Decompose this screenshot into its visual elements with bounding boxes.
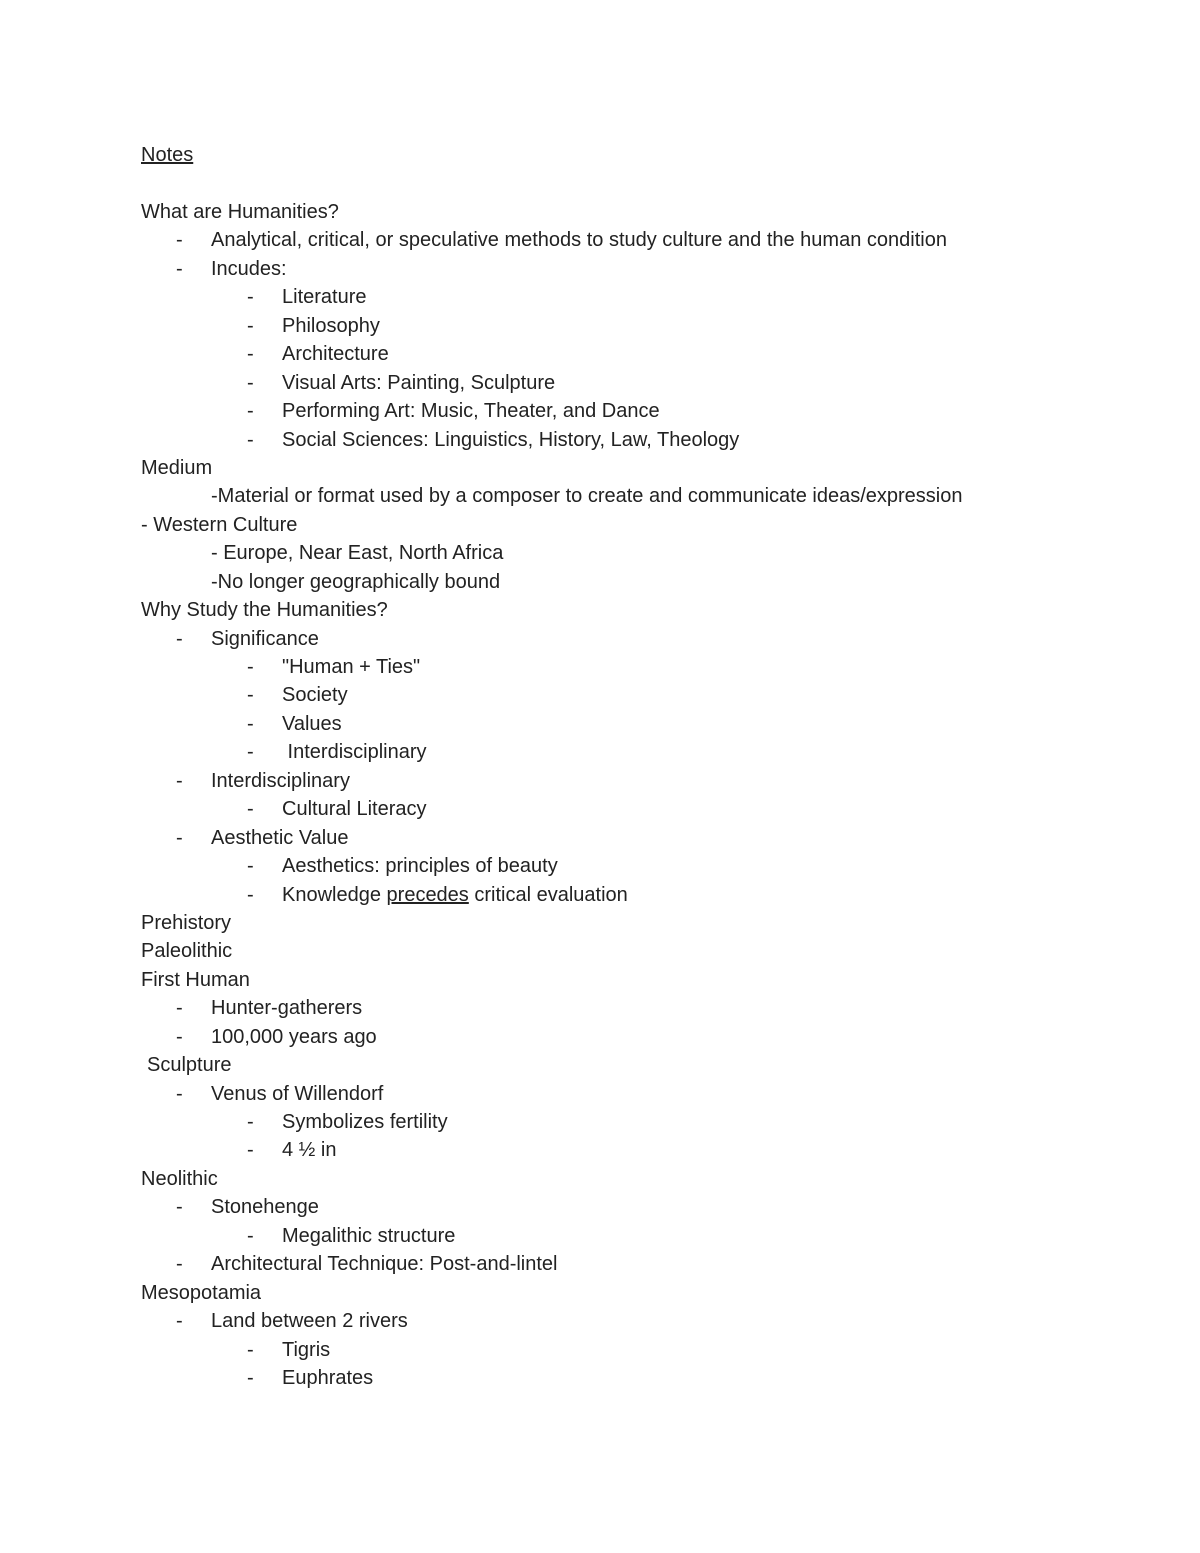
list-item: - 100,000 years ago <box>141 1023 1141 1051</box>
heading-what-are-humanities: What are Humanities? <box>141 201 339 223</box>
notes-body <box>141 198 1141 1392</box>
heading-neolithic: Neolithic <box>141 1167 218 1190</box>
list-item: - Incudes: <box>141 255 1141 283</box>
list-item: - Megalithic structure <box>141 1222 1141 1250</box>
heading-why-study: Why Study the Humanities? <box>141 599 388 622</box>
heading-sculpture: Sculpture <box>147 1054 232 1077</box>
heading-paleolithic: Paleolithic <box>141 940 233 963</box>
heading-western-culture: - Western Culture <box>141 513 298 536</box>
list-item: - Land between 2 rivers <box>141 1307 1141 1335</box>
list-item: - Performing Art: Music, Theater, and Dance <box>141 397 1141 425</box>
list-item: - Venus of Willendorf <box>141 1080 1141 1108</box>
list-item: - Visual Arts: Painting, Sculpture <box>141 369 1141 397</box>
list-item: - Tigris <box>141 1336 1141 1364</box>
list-item: - Values <box>141 710 1141 738</box>
list-item: - Interdisciplinary <box>141 767 1141 795</box>
list-item: - Symbolizes fertility <box>141 1108 1141 1136</box>
text-line: - Europe, Near East, North Africa <box>211 542 504 565</box>
text-fragment: Knowledge <box>282 883 387 906</box>
heading-mesopotamia: Mesopotamia <box>141 1281 262 1304</box>
list-item: - Interdisciplinary <box>141 738 1141 766</box>
list-item: - Architectural Technique: Post-and-lintel <box>141 1250 1141 1278</box>
list-item: - Cultural Literacy <box>141 795 1141 823</box>
text-fragment: critical evaluation <box>468 883 628 906</box>
list-item: - Literature <box>141 283 1141 311</box>
list-item: - Social Sciences: Linguistics, History, Law, Theology <box>141 426 1141 454</box>
list-item: - Analytical, critical, or speculative methods to study culture and the human condition <box>141 226 1141 254</box>
list-item: - Aesthetics: principles of beauty <box>141 852 1141 880</box>
list-item: - Euphrates <box>141 1364 1141 1392</box>
text-line: -Material or format used by a composer to create and communicate ideas/expression <box>211 485 963 508</box>
list-item: - Architecture <box>141 340 1141 368</box>
list-item: - 4 ½ in <box>141 1136 1141 1164</box>
list-item: - Aesthetic Value <box>141 824 1141 852</box>
heading-prehistory: Prehistory <box>141 911 232 934</box>
list-item: - "Human + Ties" <box>141 653 1141 681</box>
list-item <box>141 881 1141 909</box>
text-line: -No longer geographically bound <box>211 570 501 593</box>
list-item: - Significance <box>141 625 1141 653</box>
heading-first-human: First Human <box>141 968 250 991</box>
underlined-word: precedes <box>386 883 469 906</box>
list-item: - Hunter-gatherers <box>141 994 1141 1022</box>
page-title: Notes <box>141 144 194 166</box>
list-item: - Stonehenge <box>141 1193 1141 1221</box>
list-item: - Society <box>141 681 1141 709</box>
list-item: - Philosophy <box>141 312 1141 340</box>
heading-medium: Medium <box>141 456 213 479</box>
